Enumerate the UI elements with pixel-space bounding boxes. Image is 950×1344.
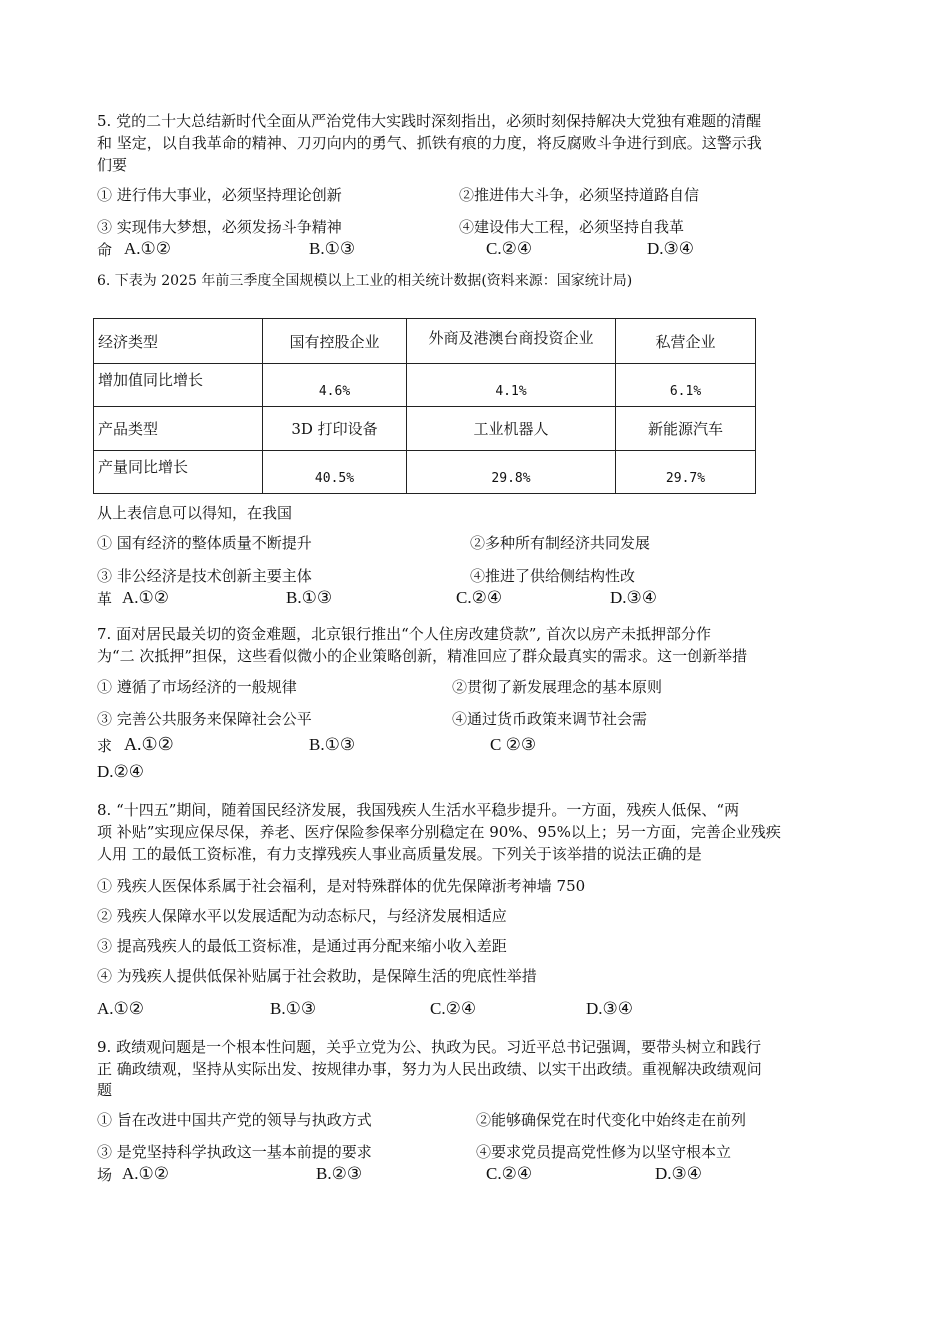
table-cell-text: 29.7% [665, 471, 706, 486]
table-cell [263, 319, 407, 364]
table-cell [94, 451, 263, 494]
q5-stem-line-2: 和 坚定，以自我革命的精神、刀刃向内的勇气、抓铁有痕的力度，将反腐败斗争进行到底。这警示我 [97, 134, 762, 152]
table-cell: 新能源汽车 [616, 407, 756, 451]
q6-statement-2: ②多种所有制经济共同发展 [470, 534, 651, 552]
table-cell: 产品类型 [94, 407, 263, 451]
q7-stem-line-2: 为“二 次抵押”担保，这些看似微小的企业策略创新，精准回应了群众最真实的需求。这一创新举措 [97, 647, 748, 665]
table-cell-text: 国有控股企业 [289, 332, 380, 351]
q9-option-c[interactable]: C.②④ [486, 1164, 533, 1183]
table-cell-text: 私营企业 [655, 332, 716, 351]
q6-statement-3: ③ 非公经济是技术创新主要主体 [97, 567, 312, 585]
q6-statement-4-tail: 革 [97, 590, 113, 608]
q6-stem: 6. 下表为 2025 年前三季度全国规模以上工业的相关统计数据(资料来源：国家统计局) [97, 273, 633, 289]
q7-statement-4-tail: 求 [97, 737, 113, 755]
q5-stem-line-3: 们要 [97, 156, 128, 174]
q8-option-c[interactable]: C.②④ [430, 999, 477, 1018]
q9-stem-line-2: 正 确政绩观，坚持从实际出发、按规律办事，努力为人民出政绩、以实干出政绩。重视解决政绩观问 [97, 1060, 762, 1078]
table-cell-text: 外商及港澳台商投资企业 [428, 328, 594, 347]
q9-statement-2: ②能够确保党在时代变化中始终走在前列 [476, 1111, 747, 1129]
q9-statement-1: ① 旨在改进中国共产党的领导与执政方式 [97, 1111, 372, 1129]
table-cell [263, 364, 407, 407]
table-cell [616, 319, 756, 364]
q5-statement-1: ① 进行伟大事业，必须坚持理论创新 [97, 186, 342, 204]
q5-statement-2: ②推进伟大斗争，必须坚持道路自信 [459, 186, 700, 204]
table-cell [263, 451, 407, 494]
q8-statement-4: ④ 为残疾人提供低保补贴属于社会救助，是保障生活的兜底性举措 [97, 967, 537, 985]
table-cell-text: 6.1% [669, 384, 702, 399]
q7-option-a[interactable]: A.①② [124, 734, 174, 754]
q5-statement-3: ③ 实现伟大梦想，必须发扬斗争精神 [97, 218, 342, 236]
q9-option-d[interactable]: D.③④ [655, 1164, 703, 1183]
table-cell-text: 产量同比增长 [98, 457, 189, 476]
q9-statement-4-tail: 场 [97, 1166, 113, 1184]
q6-option-b[interactable]: B.①③ [286, 588, 333, 607]
q7-statement-3: ③ 完善公共服务来保障社会公平 [97, 710, 312, 728]
table-cell: 经济类型 [94, 319, 263, 364]
table-cell [616, 364, 756, 407]
q6-option-d[interactable]: D.③④ [610, 588, 658, 607]
q6-statement-4: ④推进了供给侧结构性改 [470, 567, 636, 585]
q6-option-c[interactable]: C.②④ [456, 588, 503, 607]
table-row [94, 451, 756, 494]
q5-stem-line-1: 5. 党的二十大总结新时代全面从严治党伟大实践时深刻指出，必须时刻保持解决大党独有难题的清醒 [97, 112, 762, 130]
q8-statement-3: ③ 提高残疾人的最低工资标准，是通过再分配来缩小收入差距 [97, 937, 507, 955]
table-cell: 工业机器人 [407, 407, 616, 451]
q5-option-a[interactable]: A.①② [124, 239, 172, 258]
table-cell [407, 319, 616, 364]
table-cell: 3D 打印设备 [263, 407, 407, 451]
q9-statement-4: ④要求党员提高党性修为以坚守根本立 [476, 1143, 732, 1161]
q7-option-c[interactable]: C ②③ [490, 735, 537, 754]
q8-stem-line-3: 人用 工的最低工资标准，有力支撑残疾人事业高质量发展。下列关于该举措的说法正确的是 [97, 845, 702, 863]
q8-option-a[interactable]: A.①② [97, 999, 145, 1018]
q8-stem-line-1: 8. “十四五”期间，随着国民经济发展，我国残疾人生活水平稳步提升。一方面，残疾人低保、“两 [97, 801, 740, 819]
table-cell [94, 364, 263, 407]
q9-stem-line-1: 9. 政绩观问题是一个根本性问题，关乎立党为公、执政为民。习近平总书记强调，要带头树立和践行 [97, 1038, 762, 1056]
table-row [94, 407, 756, 451]
q9-option-a[interactable]: A.①② [122, 1164, 170, 1183]
table-cell-text: 增加值同比增长 [98, 370, 204, 389]
table-cell-text: 4.1% [495, 384, 527, 399]
q5-option-d[interactable]: D.③④ [647, 239, 695, 258]
q5-statement-4: ④建设伟大工程，必须坚持自我革 [459, 218, 685, 236]
table-cell-text: 4.6% [318, 384, 351, 399]
q5-statement-4-tail: 命 [97, 241, 113, 259]
q7-statement-2: ②贯彻了新发展理念的基本原则 [452, 678, 663, 696]
q6-statement-1: ① 国有经济的整体质量不断提升 [97, 534, 312, 552]
table-row [94, 319, 756, 364]
q7-statement-4: ④通过货币政策来调节社会需 [452, 710, 648, 728]
table-cell [407, 451, 616, 494]
q9-stem-line-3: 题 [97, 1081, 113, 1099]
table-cell-text: 29.8% [491, 471, 531, 486]
q7-statement-1: ① 遵循了市场经济的一般规律 [97, 678, 297, 696]
table-cell [616, 451, 756, 494]
statistics-table [93, 318, 756, 494]
q7-option-d[interactable]: D.②④ [97, 762, 145, 781]
q8-stem-line-2: 项 补贴”实现应保尽保，养老、医疗保险参保率分别稳定在 90%、95%以上；另一方面，完善企业残疾 [97, 823, 781, 841]
q8-option-d[interactable]: D.③④ [586, 999, 634, 1018]
q7-stem-line-1: 7. 面对居民最关切的资金难题，北京银行推出“个人住房改建贷款”, 首次以房产未抵押部分作 [97, 625, 711, 643]
q9-option-b[interactable]: B.②③ [316, 1164, 363, 1183]
q8-statement-2: ② 残疾人保障水平以发展适配为动态标尺，与经济发展相适应 [97, 907, 507, 925]
q8-statement-1: ① 残疾人医保体系属于社会福利，是对特殊群体的优先保障浙考神墙 750 [97, 877, 586, 895]
q6-lead: 从上表信息可以得知，在我国 [97, 504, 293, 522]
q8-option-b[interactable]: B.①③ [270, 999, 317, 1018]
q9-statement-3: ③ 是党坚持科学执政这一基本前提的要求 [97, 1143, 372, 1161]
q6-option-a[interactable]: A.①② [122, 588, 170, 607]
q5-option-b[interactable]: B.①③ [309, 239, 356, 258]
table-cell [407, 364, 616, 407]
q7-option-b[interactable]: B.①③ [309, 735, 356, 754]
table-row [94, 364, 756, 407]
table-cell-text: 40.5% [314, 471, 355, 486]
q5-option-c[interactable]: C.②④ [486, 239, 533, 258]
